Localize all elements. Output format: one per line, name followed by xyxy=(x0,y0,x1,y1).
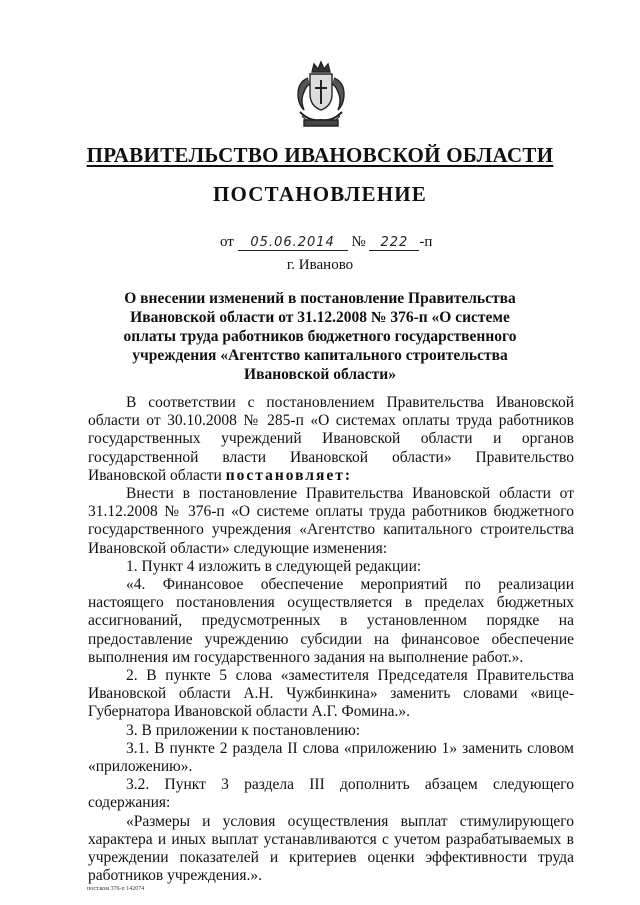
document-subject: О внесении изменений в постановление Правительства Ивановской области от 31.12.2008 № 376-п «О системе оплаты труда работников бюджетного государственного учреждения «Агентство капитального строительства Ивановской области» xyxy=(123,290,517,383)
document-type-title: ПОСТАНОВЛЕНИЕ xyxy=(212,182,428,206)
preamble-text: В соответствии с постановлением Правительства Ивановской области от 30.10.2008 № 285-п «О системах оплаты труда работников государственных учреждений Ивановской области и органов государственной власти Ивановской области» Правительство Ивановской области xyxy=(88,394,574,484)
document-number: 222 xyxy=(369,235,419,251)
paragraph-item-3-2-text: «Размеры и условия осуществления выплат стимулирующего характера и иных выплат устанавливаются с учетом разрабатываемых в учреждении показателей и критериев оценки эффективности труда работников учреждения.». xyxy=(88,812,574,885)
organization-title: ПРАВИТЕЛЬСТВО ИВАНОВСКОЙ ОБЛАСТИ xyxy=(86,143,554,167)
date-prefix: от xyxy=(220,234,234,250)
number-prefix: № xyxy=(351,234,366,250)
city-line: г. Иваново xyxy=(286,257,354,273)
paragraph-item-3: 3. В приложении к постановлению: xyxy=(126,721,361,739)
number-suffix: -п xyxy=(419,234,433,250)
footer-file-reference: пост.ком 376-п 142074 xyxy=(87,886,145,892)
paragraph-preamble xyxy=(88,394,574,485)
document-body xyxy=(88,394,574,885)
paragraph-item-3-2: 3.2. Пункт 3 раздела III дополнить абзацем следующего содержания: xyxy=(88,776,574,812)
paragraph-item-3-1: 3.1. В пункте 2 раздела II слова «приложению 1» заменить словом «приложению». xyxy=(88,739,574,776)
paragraph-item-1-text: «4. Финансовое обеспечение мероприятий по реализации настоящего постановления осуществляется в пределах бюджетных ассигнований, предусмотренных в установленном порядке на предоставление учреждению субсидии на финансовое обеспечение выполнения им государственного задания на выполнение работ.». xyxy=(88,576,574,666)
paragraph-item-2: 2. В пункте 5 слова «заместителя Председателя Правительства Ивановской области А.Н. Чужбинкина» заменить словами «вице-Губернатора Ивановской области А.Г. Фомина.». xyxy=(88,667,574,721)
date-number-line xyxy=(220,234,432,251)
paragraph-amend-intro: Внести в постановление Правительства Ивановской области от 31.12.2008 № 376-п «О системе оплаты труда работников бюджетного государственного учреждения «Агентство капитального строительства Ивановской области» следующие изменения: xyxy=(88,485,574,557)
decree-word: постановляет: xyxy=(225,466,353,484)
document-date: 05.06.2014 xyxy=(238,235,348,251)
coat-of-arms-emblem-icon xyxy=(290,60,352,128)
paragraph-item-1: 1. Пункт 4 изложить в следующей редакции: xyxy=(126,557,422,575)
